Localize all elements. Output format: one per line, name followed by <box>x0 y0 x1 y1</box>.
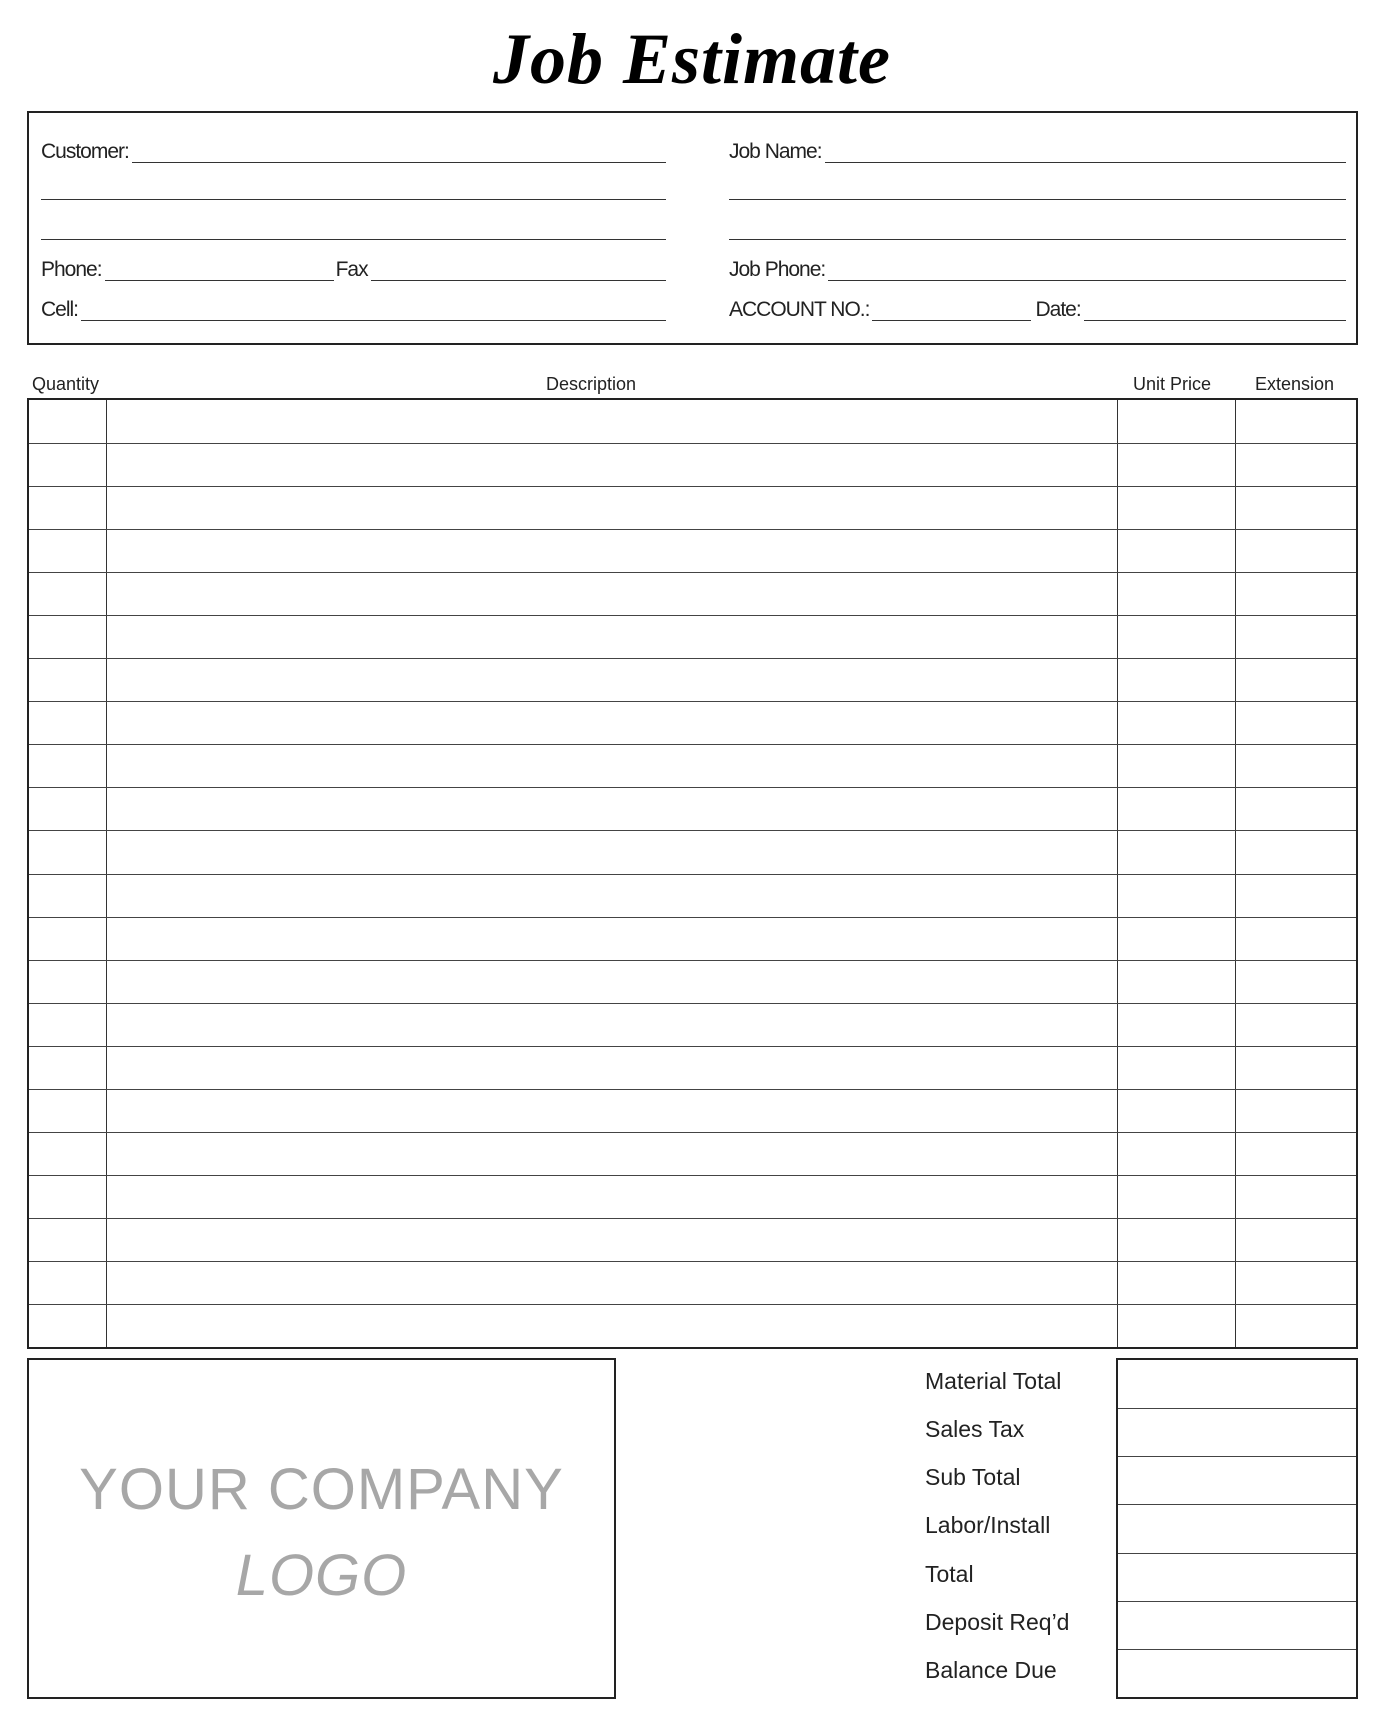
extension-cell[interactable] <box>1235 1176 1356 1219</box>
extension-cell[interactable] <box>1235 400 1356 443</box>
quantity-cell[interactable] <box>29 702 106 745</box>
job-address-line-1[interactable] <box>729 199 1346 200</box>
description-cell[interactable] <box>106 1305 1117 1348</box>
customer-address-line-1[interactable] <box>41 199 666 200</box>
job-phone-row <box>729 251 1346 281</box>
description-cell[interactable] <box>106 875 1117 918</box>
quantity-cell[interactable] <box>29 831 106 874</box>
extension-cell[interactable] <box>1235 1305 1356 1348</box>
unit-price-cell[interactable] <box>1117 1133 1235 1176</box>
extension-cell[interactable] <box>1235 487 1356 530</box>
table-row <box>29 960 1356 1003</box>
quantity-cell[interactable] <box>29 1090 106 1133</box>
total-label: Labor/Install <box>925 1512 1051 1539</box>
quantity-cell[interactable] <box>29 616 106 659</box>
table-row <box>29 1132 1356 1175</box>
table-row <box>29 744 1356 787</box>
unit-price-cell[interactable] <box>1117 1090 1235 1133</box>
extension-header: Extension <box>1255 374 1335 394</box>
extension-cell[interactable] <box>1235 831 1356 874</box>
description-cell[interactable] <box>106 1047 1117 1090</box>
quantity-cell[interactable] <box>29 1176 106 1219</box>
account-date-row <box>729 291 1346 321</box>
extension-cell[interactable] <box>1235 875 1356 918</box>
table-row <box>29 1304 1356 1347</box>
description-cell[interactable] <box>106 1133 1117 1176</box>
extension-cell[interactable] <box>1235 1090 1356 1133</box>
customer-field-row <box>41 133 666 163</box>
description-cell[interactable] <box>106 918 1117 961</box>
extension-cell[interactable] <box>1235 1219 1356 1262</box>
table-row <box>29 917 1356 960</box>
customer-label: Customer: <box>41 140 129 163</box>
fax-input[interactable] <box>371 259 666 281</box>
total-label: Sales Tax <box>925 1416 1025 1443</box>
total-label: Deposit Req’d <box>925 1608 1070 1635</box>
unit-price-cell[interactable] <box>1117 530 1235 573</box>
cell-input[interactable] <box>81 299 666 321</box>
table-row <box>29 572 1356 615</box>
quantity-cell[interactable] <box>29 1262 106 1305</box>
table-row <box>29 1003 1356 1046</box>
job-phone-input[interactable] <box>828 259 1346 281</box>
quantity-cell[interactable] <box>29 444 106 487</box>
totals-box <box>1116 1358 1358 1699</box>
unit-price-cell[interactable] <box>1117 745 1235 788</box>
unit-price-cell[interactable] <box>1117 788 1235 831</box>
quantity-cell[interactable] <box>29 875 106 918</box>
unit-price-cell[interactable] <box>1117 918 1235 961</box>
unit-price-cell[interactable] <box>1117 702 1235 745</box>
unit-price-cell[interactable] <box>1117 1305 1235 1348</box>
phone-input[interactable] <box>105 259 334 281</box>
quantity-cell[interactable] <box>29 1133 106 1176</box>
unit-price-cell[interactable] <box>1117 487 1235 530</box>
job-name-row <box>729 133 1346 163</box>
total-value-cell[interactable] <box>1118 1408 1356 1456</box>
unit-price-cell[interactable] <box>1117 444 1235 487</box>
unit-price-cell[interactable] <box>1117 1176 1235 1219</box>
quantity-cell[interactable] <box>29 961 106 1004</box>
extension-cell[interactable] <box>1235 702 1356 745</box>
date-label: Date: <box>1035 298 1081 321</box>
quantity-cell[interactable] <box>29 788 106 831</box>
table-row <box>29 529 1356 572</box>
description-cell[interactable] <box>106 659 1117 702</box>
table-row <box>29 1089 1356 1132</box>
customer-address-line-2[interactable] <box>41 239 666 240</box>
total-label: Material Total <box>925 1368 1062 1394</box>
unit-price-cell[interactable] <box>1117 1219 1235 1262</box>
job-address-line-2[interactable] <box>729 239 1346 240</box>
unit-price-cell[interactable] <box>1117 875 1235 918</box>
quantity-cell[interactable] <box>29 1047 106 1090</box>
quantity-cell[interactable] <box>29 659 106 702</box>
account-no-label: ACCOUNT NO.: <box>729 298 870 321</box>
unit-price-cell[interactable] <box>1117 1047 1235 1090</box>
quantity-header: Quantity <box>32 374 100 394</box>
company-logo-placeholder <box>27 1358 616 1699</box>
page-title: Job Estimate <box>492 19 891 99</box>
unit-price-cell[interactable] <box>1117 1004 1235 1047</box>
description-cell[interactable] <box>106 444 1117 487</box>
description-cell[interactable] <box>106 745 1117 788</box>
total-label: Balance Due <box>925 1656 1057 1683</box>
table-row <box>29 658 1356 701</box>
description-cell[interactable] <box>106 487 1117 530</box>
customer-input[interactable] <box>132 141 666 163</box>
quantity-cell[interactable] <box>29 573 106 616</box>
cell-label: Cell: <box>41 298 79 321</box>
table-row <box>29 486 1356 529</box>
unit-price-cell[interactable] <box>1117 831 1235 874</box>
total-label: Total <box>925 1560 974 1587</box>
total-value-cell[interactable] <box>1118 1456 1356 1504</box>
total-value-cell[interactable] <box>1118 1649 1356 1697</box>
table-header <box>0 372 1384 398</box>
extension-cell[interactable] <box>1235 659 1356 702</box>
description-cell[interactable] <box>106 961 1117 1004</box>
extension-cell[interactable] <box>1235 961 1356 1004</box>
unit-price-cell[interactable] <box>1117 961 1235 1004</box>
job-name-input[interactable] <box>825 141 1346 163</box>
table-row <box>29 830 1356 873</box>
total-value-cell[interactable] <box>1118 1601 1356 1649</box>
description-cell[interactable] <box>106 400 1117 443</box>
description-cell[interactable] <box>106 1262 1117 1305</box>
description-cell[interactable] <box>106 788 1117 831</box>
extension-cell[interactable] <box>1235 788 1356 831</box>
total-value-cell[interactable] <box>1118 1553 1356 1601</box>
table-row <box>29 874 1356 917</box>
extension-cell[interactable] <box>1235 745 1356 788</box>
description-cell[interactable] <box>106 616 1117 659</box>
extension-cell[interactable] <box>1235 1047 1356 1090</box>
table-row <box>29 615 1356 658</box>
extension-cell[interactable] <box>1235 573 1356 616</box>
table-row <box>29 1261 1356 1304</box>
description-cell[interactable] <box>106 1176 1117 1219</box>
job-phone-label: Job Phone: <box>729 258 826 281</box>
quantity-cell[interactable] <box>29 1004 106 1047</box>
table-row <box>29 1046 1356 1089</box>
unit-price-cell[interactable] <box>1117 400 1235 443</box>
table-row <box>29 787 1356 830</box>
table-row <box>29 701 1356 744</box>
table-row <box>29 1218 1356 1261</box>
description-cell[interactable] <box>106 831 1117 874</box>
description-cell[interactable] <box>106 573 1117 616</box>
extension-cell[interactable] <box>1235 1262 1356 1305</box>
logo-text-line-1: YOUR COMPANY <box>79 1457 564 1522</box>
date-input[interactable] <box>1084 299 1346 321</box>
quantity-cell[interactable] <box>29 918 106 961</box>
table-row <box>29 400 1356 443</box>
description-cell[interactable] <box>106 530 1117 573</box>
quantity-cell[interactable] <box>29 1305 106 1348</box>
quantity-cell[interactable] <box>29 487 106 530</box>
extension-cell[interactable] <box>1235 918 1356 961</box>
unit-price-cell[interactable] <box>1117 659 1235 702</box>
quantity-cell[interactable] <box>29 745 106 788</box>
total-label: Sub Total <box>925 1464 1021 1491</box>
extension-cell[interactable] <box>1235 1133 1356 1176</box>
unit-price-header: Unit Price <box>1133 374 1212 394</box>
customer-info-section <box>27 111 1358 345</box>
fax-label: Fax <box>335 258 368 281</box>
extension-cell[interactable] <box>1235 1004 1356 1047</box>
total-value-cell[interactable] <box>1118 1360 1356 1408</box>
description-cell[interactable] <box>106 1090 1117 1133</box>
description-cell[interactable] <box>106 1219 1117 1262</box>
account-no-input[interactable] <box>872 299 1031 321</box>
table-row <box>29 1175 1356 1218</box>
extension-cell[interactable] <box>1235 530 1356 573</box>
description-cell[interactable] <box>106 702 1117 745</box>
line-items-table <box>27 398 1358 1349</box>
quantity-cell[interactable] <box>29 400 106 443</box>
description-cell[interactable] <box>106 1004 1117 1047</box>
quantity-cell[interactable] <box>29 1219 106 1262</box>
extension-cell[interactable] <box>1235 616 1356 659</box>
phone-label: Phone: <box>41 258 102 281</box>
unit-price-cell[interactable] <box>1117 1262 1235 1305</box>
unit-price-cell[interactable] <box>1117 616 1235 659</box>
logo-text-line-2: LOGO <box>235 1543 408 1608</box>
table-row <box>29 443 1356 486</box>
phone-fax-row <box>41 251 666 281</box>
unit-price-cell[interactable] <box>1117 573 1235 616</box>
quantity-cell[interactable] <box>29 530 106 573</box>
total-value-cell[interactable] <box>1118 1504 1356 1552</box>
description-header: Description <box>546 374 637 394</box>
cell-field-row <box>41 291 666 321</box>
extension-cell[interactable] <box>1235 444 1356 487</box>
job-name-label: Job Name: <box>729 140 822 163</box>
